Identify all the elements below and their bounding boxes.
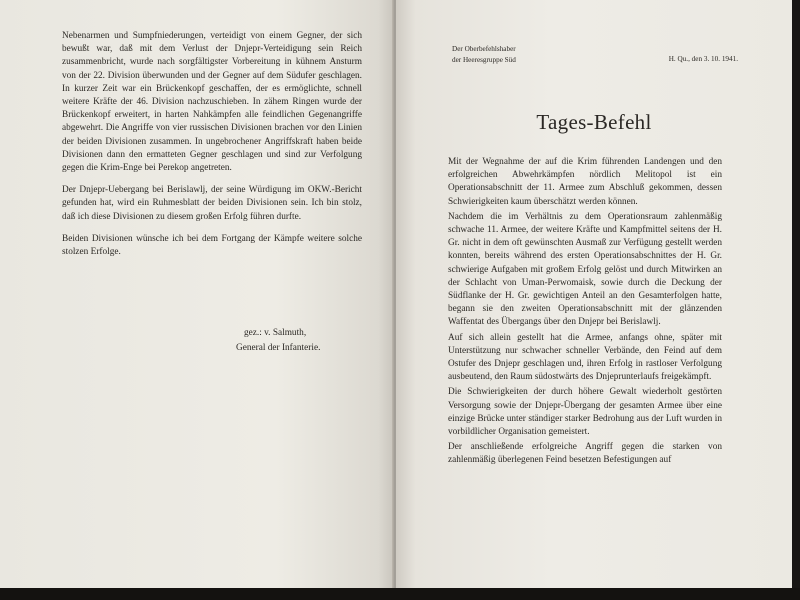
- left-paragraph: Der Dnjepr-Uebergang bei Berislawlj, der seine Würdigung im OKW.-Bericht gefunden hat, wird ein Ruhmesblatt der beiden Divisionen sein. Ich bin stolz, daß ich diese Divisionen zu diesem großen Erfolg führen durfte.: [62, 185, 362, 222]
- right-paragraph: Der anschließende erfolgreiche Angriff gegen die starken von zahlenmäßig überlegenen Feind besetzen Befestigungen auf: [448, 442, 722, 466]
- left-paragraph: Nebenarmen und Sumpfniederungen, verteidigt von einem Gegner, der sich bewußt war, daß mit dem Verlust der Dnjepr-Verteidigung sein Reich zusammenbricht, wurde nach sorgfältigster Vorbereitung in kühnem Ansturm von der 22. Division überwunden und der Gegner auf dem Südufer geschlagen. In kurzer Zeit war ein Brückenkopf geschaffen, der es ermöglichte, schnell weitere Kräfte der 46. Division nachzuschieben. In zähem Ringen wurde der Brückenkopf erweitert, in harten Nahkämpfen alle feindlichen Gegenangriffe abgewehrt. Die Angriffe von vier russischen Divisionen brachen vor den Linien der beiden Divisionen zusammen. In ungebrochener Angriffskraft haben beide Divisionen dann den ermatteten Gegner geschlagen und sind zur Verfolgung gegen die Krim-Enge bei Perekop angetreten.: [62, 31, 362, 174]
- signature-rank: General der Infanterie.: [236, 343, 321, 353]
- document-title: Tages-Befehl: [536, 110, 652, 134]
- signature-name: gez.: v. Salmuth,: [244, 328, 307, 338]
- right-page: [396, 0, 792, 590]
- left-paragraph: Beiden Divisionen wünsche ich bei dem Fortgang der Kämpfe weitere solche stolzen Erfolge.: [62, 233, 362, 258]
- sender-line-1: Der Oberbefehlshaber: [452, 45, 516, 53]
- background-shadow: [0, 588, 800, 600]
- letterhead-date: H. Qu., den 3. 10. 1941.: [668, 55, 738, 63]
- right-paragraph: Nachdem die im Verhältnis zu dem Operationsraum zahlenmäßig schwache 11. Armee, der weitere Kräfte und Kampfmittel seitens der H. Gr. nicht in dem oft gewünschten Ausmaß zur Verfügung gestellt werden konnten, bereits während des ersten Operationsabschnittes der H. Gr. schwierige Aufgaben mit großem Erfolg gelöst und durch Mitwirken an der Schlacht von Uman-Perwomaisk, sowie durch die Deckung der Südflanke der H. Gr. gewichtigen Anteil an den Gesamterfolgen hatte, begann sie den zweiten Operationsabschnitt mit der glänzenden Waffentat des Übergangs über den Dnjepr bei Berislawlj.: [448, 211, 722, 328]
- left-page-text: [62, 30, 362, 268]
- signature-block: [200, 326, 350, 356]
- letterhead-sender: [452, 44, 652, 65]
- left-page: [0, 0, 394, 590]
- background-edge: [792, 0, 800, 600]
- right-page-text: [448, 156, 722, 470]
- right-paragraph: Mit der Wegnahme der auf die Krim führenden Landengen und den erfolgreichen Abwehrkämpfen nördlich Melitopol ist ein Operationsabschnitt der 11. Armee zum Abschluß gekommen, dessen Schwierigkeiten kaum überschätzt werden können.: [448, 157, 722, 207]
- right-paragraph: Auf sich allein gestellt hat die Armee, anfangs ohne, später mit Unterstützung nur schwacher schneller Verbände, den Feind auf dem Ostufer des Dnjepr geschlagen und, ihren Erfolg in rastloser Verfolgung ausbeutend, den Raum südostwärts des Dnjeprunterlaufs freigekämpft.: [448, 332, 722, 383]
- right-paragraph: Die Schwierigkeiten der durch höhere Gewalt wiederholt gestörten Versorgung sowie der Dnjepr-Übergang der gesamten Armee über eine einzige Brücke unter ständiger starker Bedrohung aus der Luft wurden in vorbildlicher Organisation gemeistert.: [448, 387, 722, 438]
- sender-line-2: der Heeresgruppe Süd: [452, 55, 516, 64]
